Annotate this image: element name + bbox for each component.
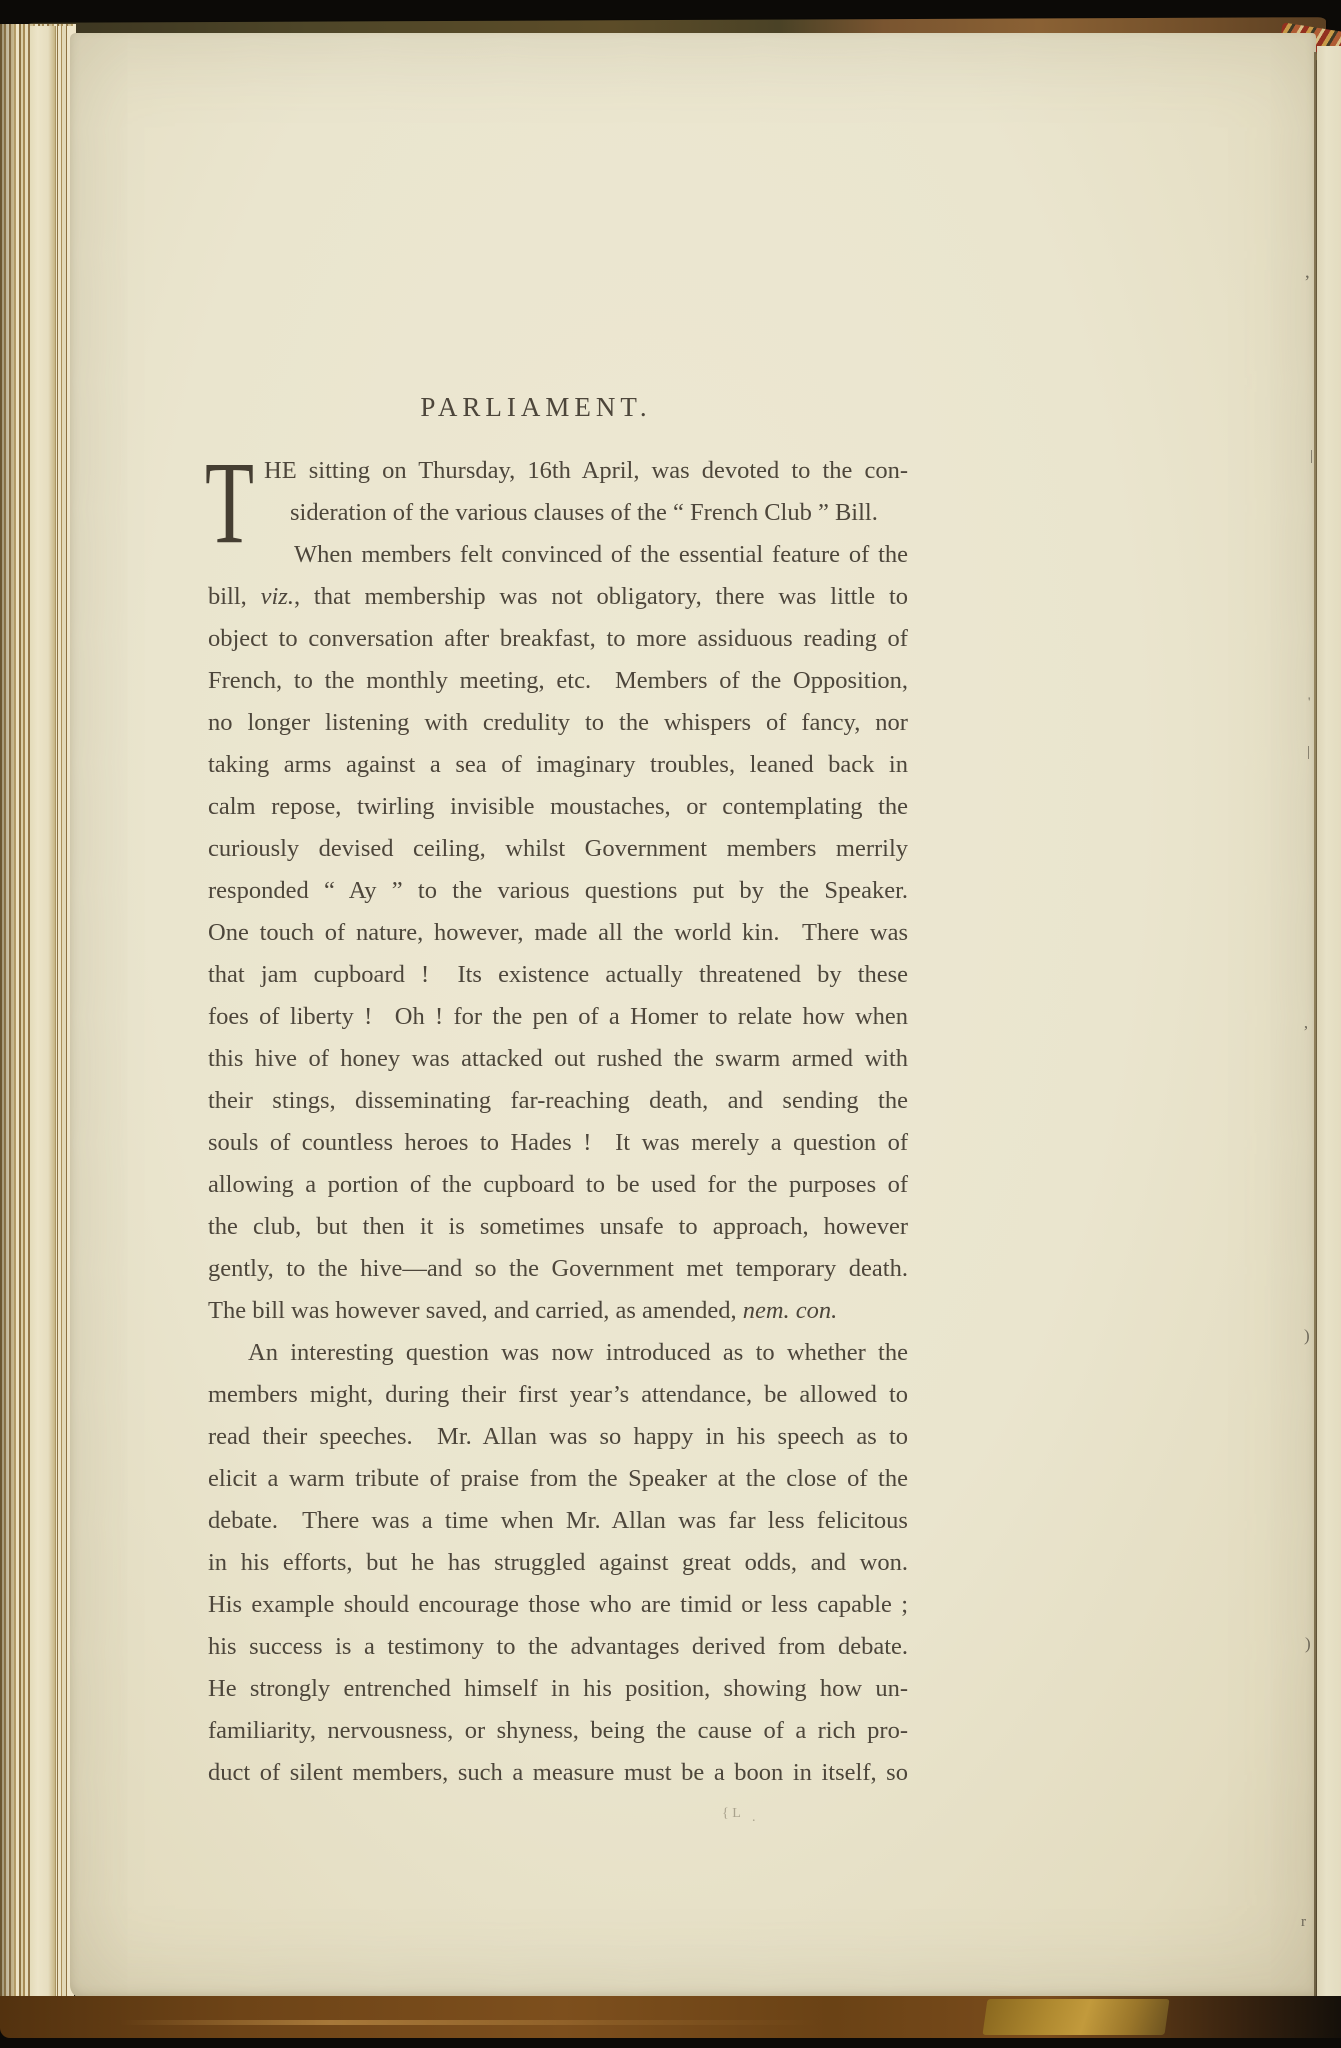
page-title: PARLIAMENT. — [420, 392, 652, 422]
ink-mark: ’ — [1304, 272, 1311, 293]
text-line: duct of silent members, such a measure must be a boon in itself, so — [208, 1759, 908, 1786]
text-line: HE sitting on Thursday, 16th April, was devoted to the con- — [264, 457, 909, 484]
text-line: sideration of the various clauses of the “ French Club ” Bill. — [290, 499, 878, 526]
text-line: their stings, disseminating far-reaching death, and sending the — [208, 1087, 908, 1114]
text-line: souls of countless heroes to Hades ! It was merely a question of — [208, 1129, 909, 1156]
text-line: The bill was however saved, and carried, as amended, nem. con. — [208, 1297, 838, 1324]
text-line: He strongly entrenched himself in his position, showing how un- — [208, 1675, 909, 1702]
ink-mark: | — [1310, 448, 1314, 464]
text-line: foes of liberty ! Oh ! for the pen of a Homer to relate how when — [208, 1003, 909, 1030]
binding-sheen — [120, 2020, 820, 2025]
text-line: curiously devised ceiling, whilst Government members merrily — [208, 835, 909, 862]
pencil-mark: { L — [722, 1806, 741, 1821]
text-line: read their speeches. Mr. Allan was so happy in his speech as to — [208, 1423, 909, 1450]
text-line: no longer listening with credulity to the whispers of fancy, nor — [208, 709, 908, 736]
ink-mark: ’ — [1303, 1022, 1309, 1041]
text-line: allowing a portion of the cupboard to be used for the purposes of — [208, 1171, 909, 1198]
fore-edge-cream-band — [30, 26, 56, 2002]
text-line: members might, during their first year’s attendance, be allowed to — [208, 1381, 909, 1408]
ink-mark: r — [1301, 1914, 1306, 1930]
text-line: When members felt convinced of the essential feature of the — [294, 541, 909, 568]
text-line: taking arms against a sea of imaginary troubles, leaned back in — [208, 751, 908, 778]
ink-mark: | — [1307, 744, 1311, 760]
text-line: bill, viz., that membership was not obligatory, there was little to — [208, 583, 909, 610]
body-text — [208, 450, 908, 1794]
next-page-sliver — [1317, 46, 1341, 1998]
text-line: his success is a testimony to the advantages derived from debate. — [208, 1633, 909, 1660]
ink-mark: ) — [1304, 1326, 1310, 1345]
text-line: responded “ Ay ” to the various questions put by the Speaker. — [208, 877, 909, 904]
text-line: An interesting question was now introduced as to whether the — [248, 1339, 908, 1366]
ink-mark: ' — [1308, 694, 1311, 709]
binding-gold-patch — [982, 1999, 1169, 2035]
text-line: object to conversation after breakfast, to more assiduous reading of — [208, 625, 908, 652]
text-line: calm repose, twirling invisible moustaches, or contemplating the — [208, 793, 909, 820]
text-line: familiarity, nervousness, or shyness, being the cause of a rich pro- — [208, 1717, 908, 1744]
text-line: the club, but then it is sometimes unsafe to approach, however — [208, 1213, 908, 1240]
text-line: this hive of honey was attacked out rushed the swarm armed with — [208, 1045, 909, 1072]
text-line: French, to the monthly meeting, etc. Members of the Opposition, — [208, 667, 909, 694]
ink-mark: ) — [1305, 1634, 1311, 1653]
text-line: that jam cupboard ! Its existence actually threatened by these — [208, 961, 909, 988]
text-line: elicit a warm tribute of praise from the Speaker at the close of the — [208, 1465, 908, 1492]
text-line: One touch of nature, however, made all the world kin. There was — [208, 919, 909, 946]
text-line: gently, to the hive—and so the Government met temporary death. — [208, 1255, 908, 1282]
text-line: in his efforts, but he has struggled against great odds, and won. — [208, 1549, 908, 1576]
pencil-mark: . — [752, 1810, 756, 1825]
drop-cap: T — [205, 437, 255, 568]
text-line: debate. There was a time when Mr. Allan was far less felicitous — [208, 1507, 908, 1534]
text-line: His example should encourage those who are timid or less capable ; — [208, 1591, 909, 1618]
